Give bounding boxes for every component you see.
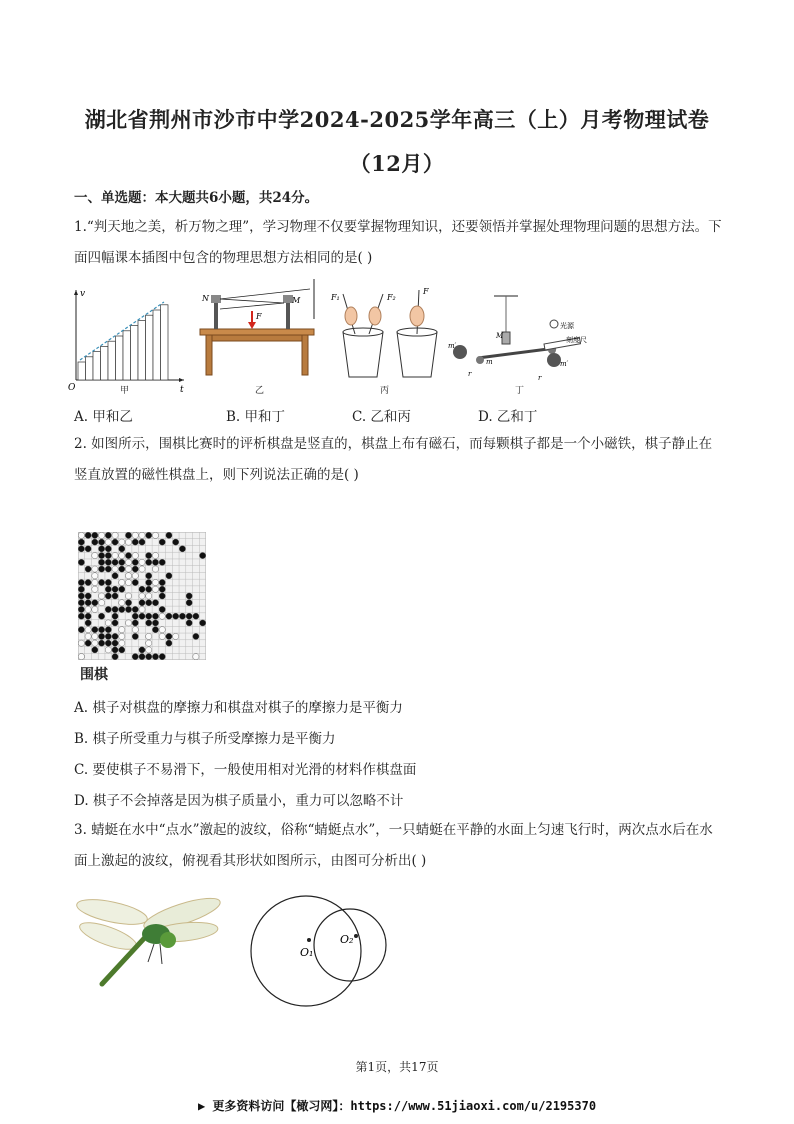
- figure-yi: [192, 279, 322, 379]
- black-stone: [98, 640, 104, 646]
- label-n: N: [202, 294, 209, 303]
- white-stone: [119, 579, 125, 585]
- axis-v-label: v: [80, 289, 86, 299]
- white-stone: [125, 539, 131, 545]
- white-stone: [119, 640, 125, 646]
- q1-stem: 1.“判天地之美，析万物之理”，学习物理不仅要掌握物理知识，还要领悟并掌握处理物理问题的思想方法。下面四幅课本插图中包含的物理思想方法相同的是( ): [74, 219, 722, 266]
- black-stone: [146, 559, 152, 565]
- figure-ding: [448, 290, 608, 386]
- black-stone: [139, 600, 145, 606]
- white-stone: [78, 640, 84, 646]
- figure-jia: [68, 284, 188, 394]
- label-f2: F₂: [387, 293, 396, 302]
- black-stone: [132, 613, 138, 619]
- black-stone: [78, 606, 84, 612]
- black-stone: [146, 579, 152, 585]
- q3-stem: 3. 蜻蜓在水中“点水”激起的波纹，俗称“蜻蜓点水”，一只蜻蜓在平静的水面上匀速飞行时，两次点水后在水面上激起的波纹，俯视看其形状如图所示，由图可分析出( ): [74, 822, 713, 869]
- velocity-bar: [138, 320, 146, 380]
- black-stone: [132, 620, 138, 626]
- black-stone: [193, 633, 199, 639]
- q1-option-b: B. 甲和丁: [226, 409, 286, 425]
- black-stone: [85, 532, 91, 538]
- white-stone: [92, 640, 98, 646]
- velocity-bar: [123, 331, 131, 380]
- black-stone: [112, 573, 118, 579]
- black-stone: [105, 627, 111, 633]
- black-stone: [179, 613, 185, 619]
- black-stone: [159, 539, 165, 545]
- label-r-left: r: [468, 370, 472, 378]
- black-stone: [119, 586, 125, 592]
- velocity-bar: [101, 346, 109, 380]
- black-stone: [85, 566, 91, 572]
- go-board-caption: 围棋: [80, 667, 108, 683]
- black-stone: [125, 606, 131, 612]
- page-title: 湖北省荆州市沙市中学2024-2025学年高三（上）月考物理试卷（12月）: [84, 107, 710, 176]
- black-stone: [166, 532, 172, 538]
- white-stone: [125, 579, 131, 585]
- black-stone: [146, 620, 152, 626]
- black-stone: [119, 546, 125, 552]
- white-stone: [152, 552, 158, 558]
- black-stone: [152, 620, 158, 626]
- black-stone: [200, 620, 206, 626]
- black-stone: [112, 620, 118, 626]
- white-stone: [119, 539, 125, 545]
- black-stone: [85, 579, 91, 585]
- black-stone: [146, 654, 152, 660]
- white-stone: [98, 532, 104, 538]
- white-stone: [85, 633, 91, 639]
- white-stone: [92, 606, 98, 612]
- black-stone: [139, 613, 145, 619]
- black-stone: [193, 613, 199, 619]
- white-stone: [105, 539, 111, 545]
- white-stone: [139, 593, 145, 599]
- black-stone: [85, 546, 91, 552]
- black-stone: [186, 600, 192, 606]
- caption-jia: 甲: [120, 386, 130, 396]
- black-stone: [112, 654, 118, 660]
- black-stone: [85, 640, 91, 646]
- figure-bing: [325, 282, 443, 382]
- black-stone: [98, 613, 104, 619]
- white-stone: [125, 593, 131, 599]
- white-stone: [112, 552, 118, 558]
- black-stone: [139, 647, 145, 653]
- white-stone: [105, 620, 111, 626]
- black-stone: [98, 579, 104, 585]
- white-stone: [139, 559, 145, 565]
- velocity-bar: [86, 357, 94, 380]
- velocity-bar: [131, 326, 139, 380]
- black-stone: [78, 579, 84, 585]
- label-mp-left: m′: [448, 342, 457, 350]
- black-stone: [159, 586, 165, 592]
- velocity-bar: [78, 362, 86, 380]
- white-stone: [92, 566, 98, 572]
- white-stone: [92, 633, 98, 639]
- white-stone: [146, 633, 152, 639]
- black-stone: [92, 600, 98, 606]
- black-stone: [85, 613, 91, 619]
- black-stone: [159, 579, 165, 585]
- black-stone: [139, 654, 145, 660]
- black-stone: [112, 613, 118, 619]
- white-stone: [92, 573, 98, 579]
- black-stone: [105, 579, 111, 585]
- velocity-bar: [93, 352, 101, 380]
- black-stone: [146, 613, 152, 619]
- white-stone: [132, 573, 138, 579]
- black-stone: [78, 539, 84, 545]
- black-stone: [112, 633, 118, 639]
- white-stone: [85, 606, 91, 612]
- white-stone: [152, 586, 158, 592]
- white-stone: [152, 566, 158, 572]
- black-stone: [112, 606, 118, 612]
- label-f3: F: [423, 287, 429, 296]
- white-stone: [125, 573, 131, 579]
- label-m-mirror: M: [292, 296, 301, 305]
- black-stone: [132, 559, 138, 565]
- white-stone: [125, 559, 131, 565]
- velocity-bar: [161, 305, 169, 380]
- caption-bing: 丙: [380, 386, 390, 396]
- white-stone: [193, 654, 199, 660]
- black-stone: [146, 600, 152, 606]
- white-stone: [152, 579, 158, 585]
- white-stone: [139, 606, 145, 612]
- white-stone: [98, 600, 104, 606]
- dragonfly-image: [72, 892, 224, 996]
- white-stone: [125, 566, 131, 572]
- black-stone: [78, 613, 84, 619]
- white-stone: [119, 600, 125, 606]
- black-stone: [78, 593, 84, 599]
- velocity-bar: [153, 310, 161, 380]
- black-stone: [186, 613, 192, 619]
- white-stone: [159, 627, 165, 633]
- white-stone: [112, 566, 118, 572]
- black-stone: [173, 539, 179, 545]
- velocity-bar: [116, 336, 124, 380]
- white-stone: [132, 627, 138, 633]
- white-stone: [119, 633, 125, 639]
- white-stone: [85, 627, 91, 633]
- white-stone: [152, 532, 158, 538]
- black-stone: [78, 586, 84, 592]
- q2-option-b: B. 棋子所受重力与棋子所受摩擦力是平衡力: [74, 731, 336, 747]
- black-stone: [92, 647, 98, 653]
- black-stone: [119, 566, 125, 572]
- white-stone: [173, 633, 179, 639]
- black-stone: [132, 633, 138, 639]
- white-stone: [132, 552, 138, 558]
- black-stone: [105, 606, 111, 612]
- black-stone: [166, 573, 172, 579]
- black-stone: [132, 539, 138, 545]
- black-stone: [105, 546, 111, 552]
- black-stone: [166, 613, 172, 619]
- label-f1: F₁: [331, 293, 340, 302]
- label-mp-right: m′: [560, 360, 569, 368]
- white-stone: [78, 654, 84, 660]
- black-stone: [85, 593, 91, 599]
- q1-option-a: A. 甲和乙: [74, 409, 133, 425]
- label-m-left: m: [486, 358, 493, 366]
- black-stone: [112, 640, 118, 646]
- resource-link[interactable]: ▶ 更多资料访问【橄习网】：https://www.51jiaoxi.com/u/2195370: [197, 1099, 597, 1113]
- black-stone: [105, 532, 111, 538]
- black-stone: [98, 627, 104, 633]
- black-stone: [132, 566, 138, 572]
- black-stone: [98, 546, 104, 552]
- black-stone: [112, 586, 118, 592]
- white-stone: [146, 647, 152, 653]
- black-stone: [119, 559, 125, 565]
- white-stone: [139, 566, 145, 572]
- black-stone: [152, 613, 158, 619]
- black-stone: [125, 600, 131, 606]
- black-stone: [98, 566, 104, 572]
- label-o1: O₁: [300, 946, 314, 959]
- black-stone: [78, 559, 84, 565]
- black-stone: [119, 647, 125, 653]
- black-stone: [179, 546, 185, 552]
- black-stone: [112, 647, 118, 653]
- black-stone: [105, 640, 111, 646]
- caption-yi: 乙: [255, 386, 265, 396]
- black-stone: [78, 546, 84, 552]
- origin-label: O: [68, 383, 76, 393]
- black-stone: [105, 552, 111, 558]
- black-stone: [146, 586, 152, 592]
- white-stone: [119, 552, 125, 558]
- black-stone: [152, 559, 158, 565]
- white-stone: [92, 586, 98, 592]
- black-stone: [200, 552, 206, 558]
- black-stone: [105, 559, 111, 565]
- go-board-image: [78, 532, 206, 660]
- q2-option-c: C. 要使棋子不易滑下，一般使用相对光滑的材料作棋盘面: [74, 762, 417, 778]
- black-stone: [85, 600, 91, 606]
- black-stone: [92, 627, 98, 633]
- black-stone: [105, 593, 111, 599]
- black-stone: [132, 579, 138, 585]
- white-stone: [159, 613, 165, 619]
- black-stone: [146, 552, 152, 558]
- black-stone: [173, 613, 179, 619]
- axis-t-label: t: [180, 385, 184, 394]
- black-stone: [186, 620, 192, 626]
- black-stone: [125, 552, 131, 558]
- black-stone: [159, 559, 165, 565]
- black-stone: [92, 539, 98, 545]
- q1-option-d: D. 乙和丁: [478, 409, 538, 425]
- black-stone: [139, 539, 145, 545]
- velocity-bar: [146, 315, 154, 380]
- white-stone: [146, 640, 152, 646]
- black-stone: [98, 633, 104, 639]
- label-M: M: [496, 332, 504, 340]
- black-stone: [166, 640, 172, 646]
- black-stone: [105, 633, 111, 639]
- black-stone: [119, 606, 125, 612]
- white-stone: [146, 593, 152, 599]
- black-stone: [112, 559, 118, 565]
- q2-option-a: A. 棋子对棋盘的摩擦力和棋盘对棋子的摩擦力是平衡力: [74, 700, 403, 716]
- black-stone: [85, 620, 91, 626]
- black-stone: [152, 627, 158, 633]
- black-stone: [78, 600, 84, 606]
- black-stone: [112, 539, 118, 545]
- page-footer: 第1页，共17页: [355, 1060, 439, 1074]
- black-stone: [159, 593, 165, 599]
- black-stone: [105, 586, 111, 592]
- black-stone: [98, 552, 104, 558]
- black-stone: [112, 593, 118, 599]
- black-stone: [139, 586, 145, 592]
- black-stone: [98, 539, 104, 545]
- white-stone: [132, 532, 138, 538]
- black-stone: [152, 654, 158, 660]
- black-stone: [105, 566, 111, 572]
- black-stone: [159, 654, 165, 660]
- white-stone: [78, 532, 84, 538]
- q1-option-c: C. 乙和丙: [352, 409, 411, 425]
- white-stone: [125, 620, 131, 626]
- label-force: F: [256, 312, 262, 321]
- black-stone: [98, 559, 104, 565]
- white-stone: [139, 532, 145, 538]
- velocity-bar: [108, 341, 116, 380]
- white-stone: [92, 579, 98, 585]
- label-o2: O₂: [340, 933, 354, 946]
- white-stone: [159, 633, 165, 639]
- white-stone: [112, 532, 118, 538]
- black-stone: [186, 593, 192, 599]
- black-stone: [92, 532, 98, 538]
- white-stone: [92, 552, 98, 558]
- black-stone: [78, 627, 84, 633]
- black-stone: [152, 600, 158, 606]
- q2-option-d: D. 棋子不会掉落是因为棋子质量小，重力可以忽略不计: [74, 793, 404, 809]
- label-light: 光源: [560, 322, 574, 330]
- velocity-bars: [78, 305, 168, 380]
- black-stone: [146, 532, 152, 538]
- caption-ding: 丁: [515, 386, 525, 396]
- label-ruler: 刻度尺: [566, 336, 587, 344]
- black-stone: [146, 573, 152, 579]
- white-stone: [98, 593, 104, 599]
- black-stone: [125, 532, 131, 538]
- black-stone: [132, 654, 138, 660]
- white-stone: [119, 627, 125, 633]
- white-stone: [105, 647, 111, 653]
- q2-stem: 2. 如图所示，围棋比赛时的评析棋盘是竖直的，棋盘上布有磁石，而每颗棋子都是一个小磁铁，棋子静止在竖直放置的磁性棋盘上，则下列说法正确的是( ): [74, 436, 713, 483]
- black-stone: [132, 606, 138, 612]
- label-r-right: r: [538, 374, 542, 382]
- section-heading: 一、单选题：本大题共6小题，共24分。: [74, 190, 319, 206]
- ripple-diagram: [250, 888, 390, 1018]
- black-stone: [159, 606, 165, 612]
- black-stone: [166, 633, 172, 639]
